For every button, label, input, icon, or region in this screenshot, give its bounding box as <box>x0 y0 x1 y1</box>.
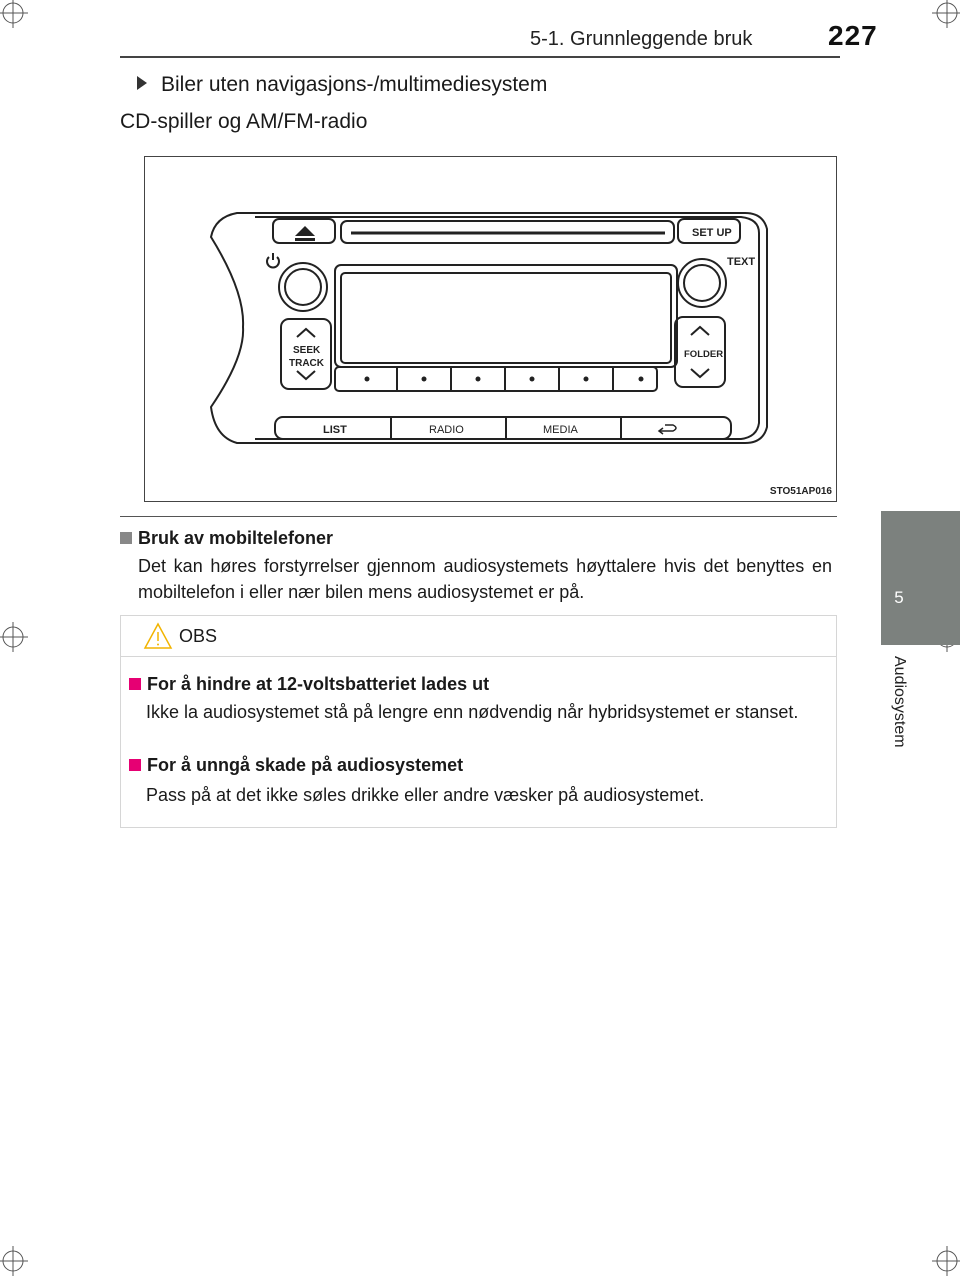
section-divider <box>120 516 837 517</box>
section-heading <box>120 528 333 549</box>
radio-button-label: RADIO <box>429 424 464 436</box>
media-button-label: MEDIA <box>543 424 578 436</box>
audio-unit-illustration <box>145 157 838 503</box>
seek-label: SEEK <box>293 345 321 356</box>
audio-unit-figure <box>144 156 837 502</box>
intro-heading <box>137 73 547 97</box>
chapter-tab <box>881 511 960 645</box>
square-bullet-icon <box>129 759 141 771</box>
notice-item-heading <box>129 674 489 695</box>
page-number: 227 <box>828 20 878 51</box>
chapter-label: Audiosystem <box>891 656 908 748</box>
notice-item-body: Pass på at det ikke søles drikke eller andre væsker på audiosystemet. <box>146 785 705 805</box>
warning-triangle-icon <box>143 622 173 650</box>
text-button-label: TEXT <box>727 256 756 268</box>
header-section-title: 5-1. Grunnleggende bruk <box>530 28 753 50</box>
notice-header <box>121 616 836 657</box>
notice-title: OBS <box>179 626 218 646</box>
triangle-bullet-icon <box>137 76 147 90</box>
setup-button-label: SET UP <box>692 227 732 239</box>
chapter-number: 5 <box>894 588 904 607</box>
list-button-label: LIST <box>323 424 347 436</box>
square-bullet-icon <box>129 678 141 690</box>
notice-item-body: Ikke la audiosystemet stå på lengre enn nødvendig når hybridsystemet er stanset. <box>146 702 799 722</box>
notice-item-heading-text: For å hindre at 12-voltsbatteriet lades ut <box>147 674 490 694</box>
square-bullet-icon <box>120 532 132 544</box>
notice-item-heading <box>129 755 463 776</box>
section-body: Det kan høres forstyrrelser gjennom audiosystemets høyttalere hvis det benyttes en mobiltelefon i eller nær bilen mens audiosystemet er på. <box>138 556 832 602</box>
section-heading-text: Bruk av mobiltelefoner <box>138 528 334 548</box>
notice-item-heading-text: For å unngå skade på audiosystemet <box>147 755 464 775</box>
intro-title: Biler uten navigasjons-/multimediesystem <box>161 73 548 96</box>
chapter-label-wrap <box>888 656 912 776</box>
notice-box <box>120 615 837 828</box>
folder-label: FOLDER <box>684 349 724 360</box>
figure-code: STO51AP016 <box>769 486 832 497</box>
intro-subtitle: CD-spiller og AM/FM-radio <box>120 110 368 133</box>
header-divider <box>120 56 840 58</box>
track-label: TRACK <box>289 358 324 369</box>
